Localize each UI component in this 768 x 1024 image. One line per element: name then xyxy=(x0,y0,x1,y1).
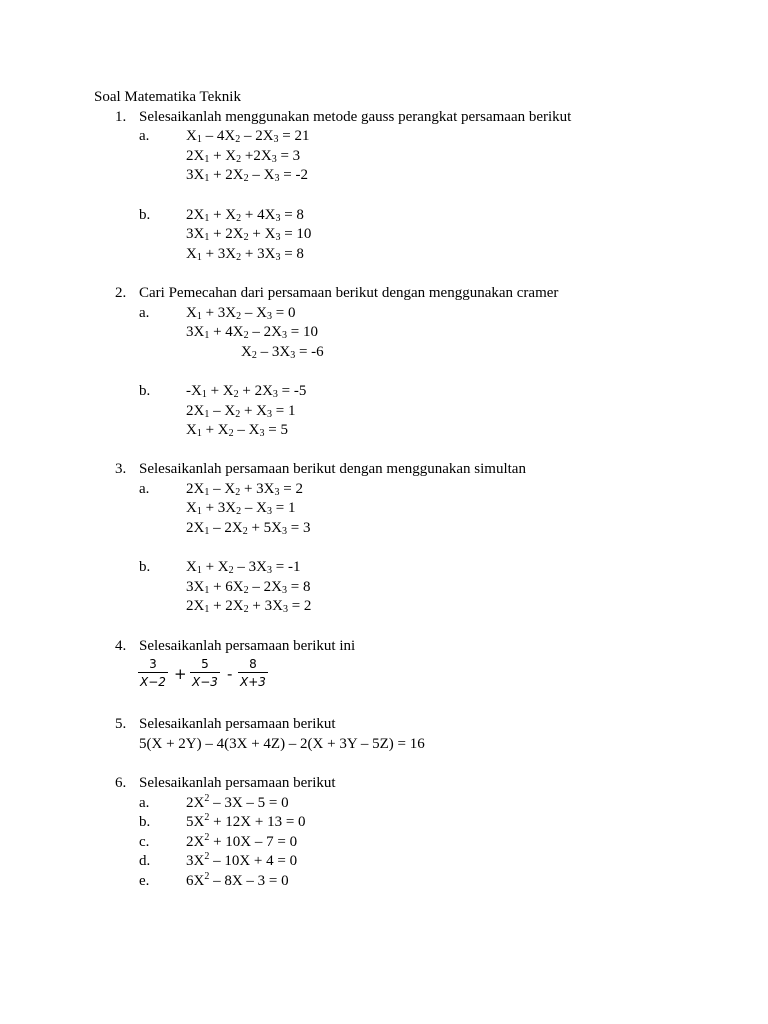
question-number: 4. xyxy=(115,638,127,654)
equation: $X_1 + 3X_2 + 3X_3 = 8$ xyxy=(186,246,304,263)
equation: $2X_1 + X_2 + 4X_3 = 8$ xyxy=(186,207,304,224)
equation: $X_1 + 3X_2 - X_3 = 0$ xyxy=(186,305,296,322)
question-text: Selesaikanlah persamaan berikut xyxy=(139,716,336,732)
equation: $3X_1 + 2X_2 + X_3 = 10$ xyxy=(186,226,312,243)
fraction-numerator: 8 xyxy=(238,656,268,673)
part-label: a. xyxy=(139,795,150,811)
equation: $2X_1 + 2X_2 + 3X_3 = 2$ xyxy=(186,598,312,615)
fraction xyxy=(138,656,168,691)
part-label: b. xyxy=(139,207,151,223)
question-number: 6. xyxy=(115,775,127,791)
fraction xyxy=(238,656,268,691)
part-label: c. xyxy=(139,834,150,850)
equation: $2X_1 + X_2 +2X_3 = 3$ xyxy=(186,148,301,165)
equation: 5(X + 2Y) – 4(3X + 4Z) – 2(X + 3Y – 5Z) = 16 xyxy=(139,736,425,752)
question-6 xyxy=(115,774,336,794)
part-label: b. xyxy=(139,383,151,399)
equation: $3X_1 + 6X_2 - 2X_3 = 8$ xyxy=(186,579,311,596)
question-text: Selesaikanlah persamaan berikut dengan menggunakan simultan xyxy=(139,461,526,477)
question-2 xyxy=(115,284,558,304)
part-label: d. xyxy=(139,853,151,869)
equation: $3X_1 + 2X_2 - X_3 = -2$ xyxy=(186,167,308,184)
question-text: Selesaikanlah menggunakan metode gauss perangkat persamaan berikut xyxy=(139,109,572,125)
equation: $2X_1 - X_2 + 3X_3 = 2$ xyxy=(186,481,303,498)
part-label: a. xyxy=(139,481,150,497)
question-1 xyxy=(115,108,571,128)
minus-operator: - xyxy=(227,665,233,683)
fraction-denominator: X−3 xyxy=(192,675,218,689)
question-number: 2. xyxy=(115,285,127,301)
part-label: b. xyxy=(139,814,151,830)
document-title: Soal Matematika Teknik xyxy=(94,89,241,105)
equation: $3X^2 - 10X + 4 = 0$ xyxy=(186,851,298,869)
part-label: b. xyxy=(139,559,151,575)
equation: $X_1 - 4X_2 - 2X_3 = 21$ xyxy=(186,128,310,145)
part-label: a. xyxy=(139,128,150,144)
equation: $5X^2 + 12X + 13 = 0$ xyxy=(186,812,306,830)
equation: $3X_1 + 4X_2 - 2X_3 = 10$ xyxy=(186,324,318,341)
fraction-numerator: 5 xyxy=(190,656,220,673)
equation: $2X^2 + 10X - 7 = 0$ xyxy=(186,832,298,850)
question-number: 3. xyxy=(115,461,127,477)
fraction xyxy=(190,656,220,691)
question-3 xyxy=(115,460,526,480)
question-4 xyxy=(115,637,355,657)
fraction-denominator: X−2 xyxy=(140,675,166,689)
question-text: Cari Pemecahan dari persamaan berikut dengan menggunakan cramer xyxy=(139,285,559,301)
equation: $2X_1 - X_2 + X_3 = 1$ xyxy=(186,403,296,420)
question-text: Selesaikanlah persamaan berikut ini xyxy=(139,638,356,654)
part-label: e. xyxy=(139,873,150,889)
plus-operator: + xyxy=(174,665,187,683)
part-label: a. xyxy=(139,305,150,321)
equation: $X_1 + X_2 - X_3 = 5$ xyxy=(186,422,288,439)
question-number: 1. xyxy=(115,109,127,125)
equation: $2X_1 - 2X_2 + 5X_3 = 3$ xyxy=(186,520,311,537)
equation: $6X^2 - 8X - 3 = 0$ xyxy=(186,871,289,889)
question-text: Selesaikanlah persamaan berikut xyxy=(139,775,336,791)
fraction-numerator: 3 xyxy=(138,656,168,673)
question-5 xyxy=(115,715,336,735)
equation: $X_2 - 3X_3 = -6$ xyxy=(241,344,324,361)
fraction-denominator: X+3 xyxy=(240,675,266,689)
equation: $X_1 + X_2 - 3X_3 = -1$ xyxy=(186,559,301,576)
equation: $2X^2 - 3X - 5 = 0$ xyxy=(186,793,289,811)
question-number: 5. xyxy=(115,716,127,732)
equation: $X_1 + 3X_2 - X_3 = 1$ xyxy=(186,500,296,517)
equation: $-X_1 + X_2 + 2X_3 = -5$ xyxy=(186,383,307,400)
